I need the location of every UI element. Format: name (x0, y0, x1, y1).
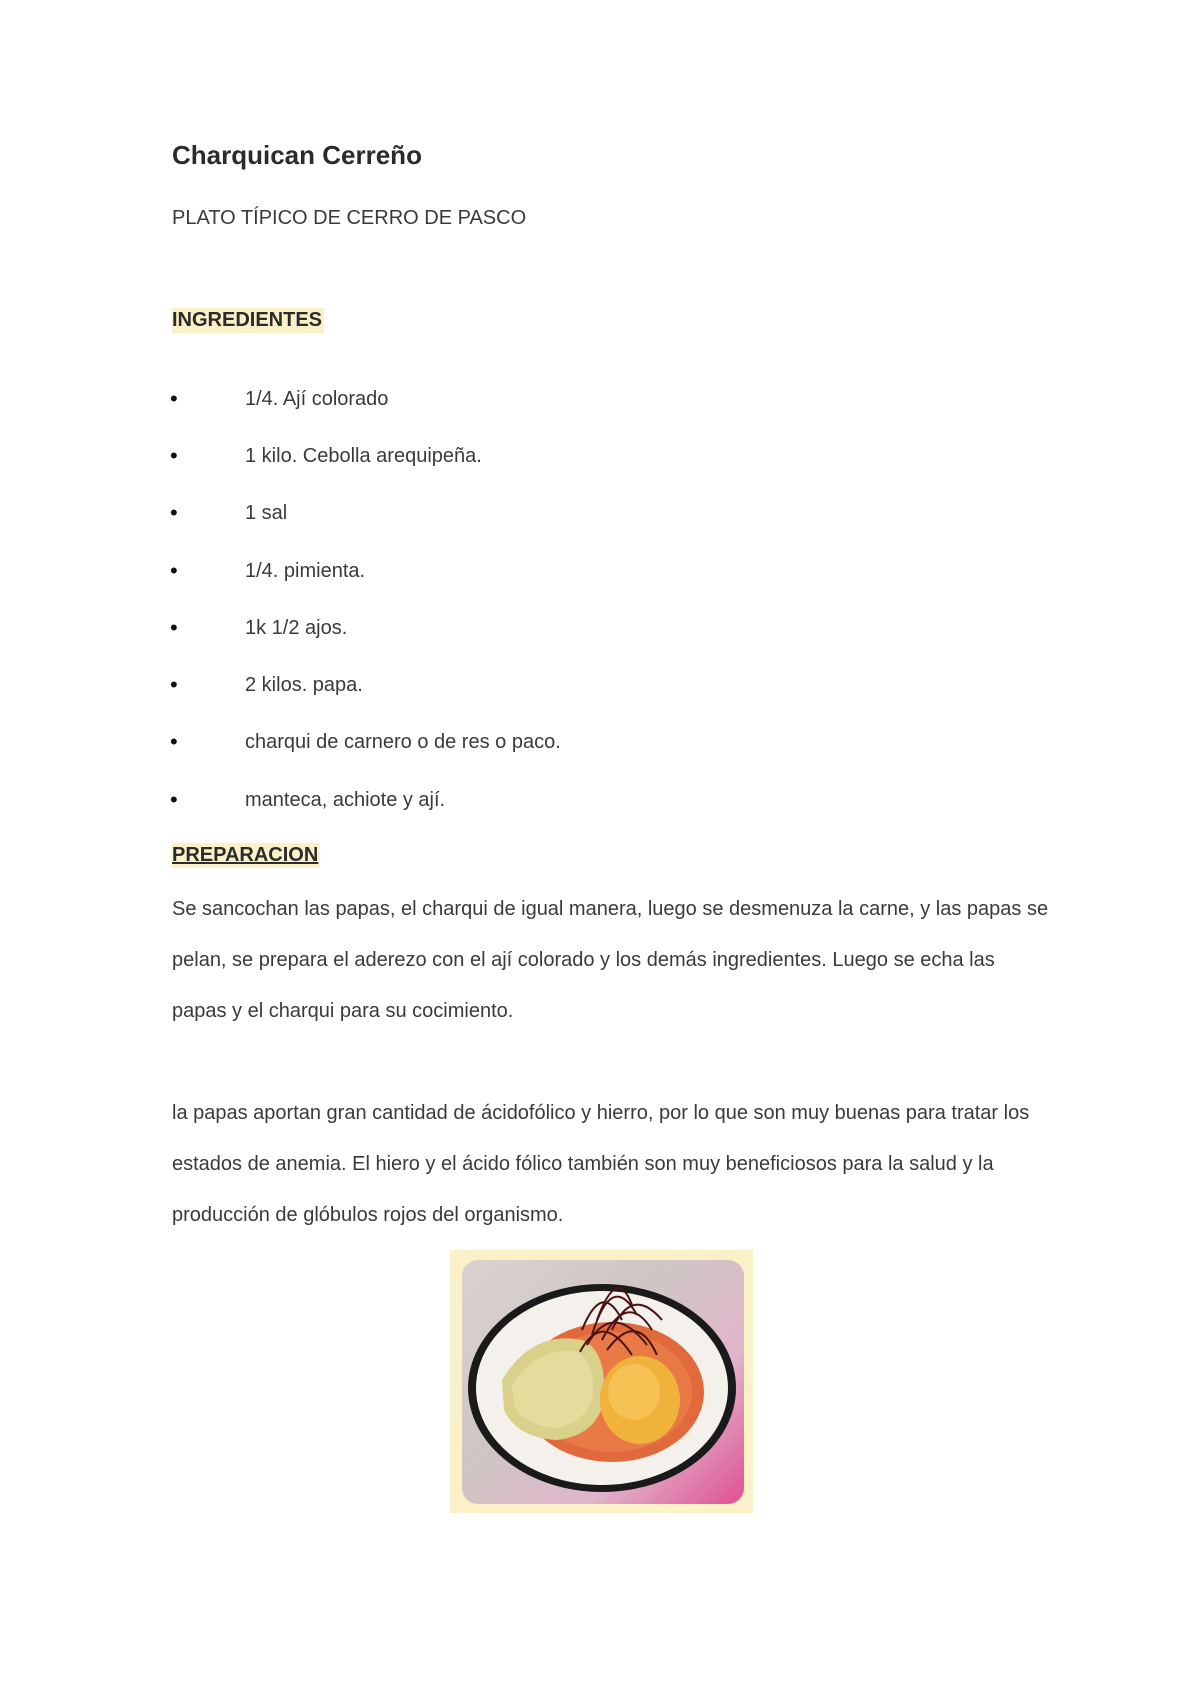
bullet-icon: • (170, 672, 178, 697)
document-title: Charquican Cerreño (172, 140, 422, 170)
nutrition-note-text: la papas aportan gran cantidad de ácidofólico y hierro, por lo que son muy buenas para tratar los estados de anemia. El hiero y el ácido fólico también son muy beneficiosos para la salud y la producción de glóbulos rojos del organismo. (172, 1102, 1030, 1226)
preparation-heading: PREPARACION (172, 844, 319, 866)
list-item (0, 556, 1200, 586)
bullet-icon: • (170, 558, 178, 583)
ingredient-text: manteca, achiote y ají. (245, 789, 446, 811)
ingredients-heading: INGREDIENTES (172, 309, 323, 331)
bullet-icon: • (170, 500, 178, 525)
preparation-text: Se sancochan las papas, el charqui de igual manera, luego se desmenuza la carne, y las papas se pelan, se prepara el aderezo con el ají colorado y los demás ingredientes. Luego se echa las papas y el charqui para su cocimiento. (172, 898, 1049, 1022)
ingredient-text: 1k 1/2 ajos. (245, 617, 348, 639)
list-item (0, 785, 1200, 815)
list-item (0, 498, 1200, 528)
ingredient-text: 1/4. Ají colorado (245, 388, 389, 410)
ingredient-text: 2 kilos. papa. (245, 674, 363, 696)
list-item (0, 613, 1200, 643)
dish-photo (450, 1250, 753, 1513)
list-item (0, 441, 1200, 471)
list-item (0, 727, 1200, 757)
ingredient-text: 1/4. pimienta. (245, 560, 366, 582)
dish-photo-image (462, 1260, 744, 1504)
ingredient-text: 1 kilo. Cebolla arequipeña. (245, 445, 482, 467)
list-item (0, 670, 1200, 700)
list-item (0, 384, 1200, 414)
bullet-icon: • (170, 386, 178, 411)
bullet-icon: • (170, 615, 178, 640)
dish-illustration-icon (462, 1260, 744, 1504)
ingredient-text: charqui de carnero o de res o paco. (245, 731, 561, 753)
ingredient-text: 1 sal (245, 502, 288, 524)
bullet-icon: • (170, 787, 178, 812)
bullet-icon: • (170, 729, 178, 754)
document-subtitle: PLATO TÍPICO DE CERRO DE PASCO (172, 207, 527, 229)
bullet-icon: • (170, 443, 178, 468)
